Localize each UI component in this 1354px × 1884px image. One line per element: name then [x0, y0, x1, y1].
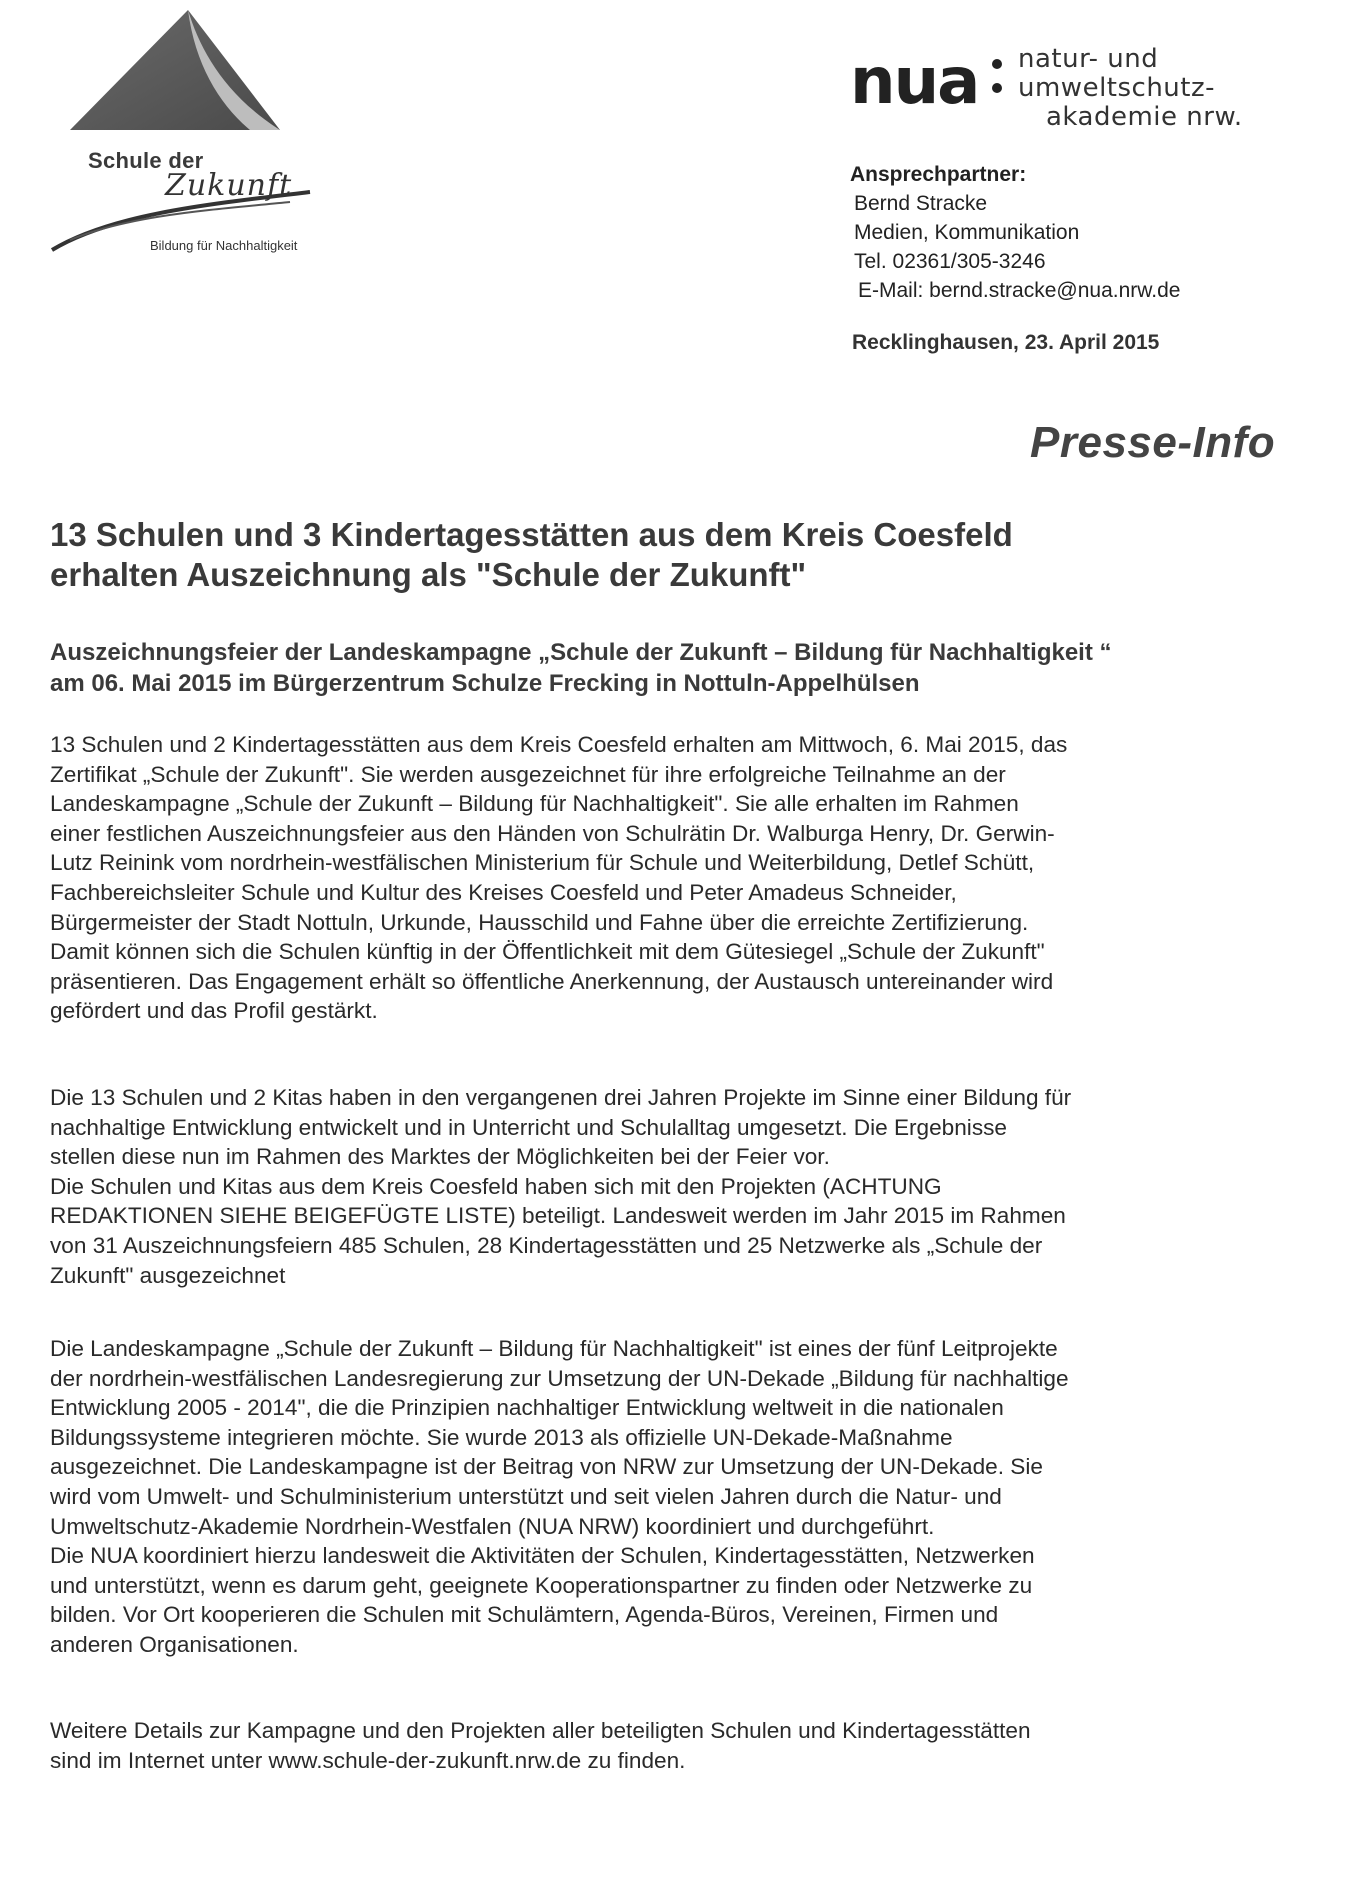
text-line: Bürgermeister der Stadt Nottuln, Urkunde, Hausschild und Fahne über die erreichte Zertifizierung.	[50, 909, 1029, 935]
contact-name: Bernd Stracke	[854, 192, 988, 215]
text-line: Bildungssysteme integrieren möchte. Sie wurde 2013 als offizielle UN-Dekade-Maßnahme	[50, 1424, 953, 1450]
text-line: Entwicklung 2005 - 2014", die die Prinzipien nachhaltiger Entwicklung weltweit in die nationalen	[50, 1395, 1004, 1421]
nua-wordmark: nua	[850, 45, 979, 119]
text-line: der nordrhein-westfälischen Landesregierung zur Umsetzung der UN-Dekade „Bildung für nachhaltige	[50, 1365, 1069, 1391]
paragraph-1	[50, 730, 1300, 1026]
colon-dots-icon	[992, 59, 1006, 107]
text-line: Landeskampagne „Schule der Zukunft – Bildung für Nachhaltigkeit". Sie alle erhalten im Rahmen	[50, 791, 1019, 817]
nua-line-1: natur- und	[1018, 44, 1159, 74]
paragraph-3	[50, 1334, 1300, 1660]
text-line: und unterstützt, wenn es darum geht, geeignete Kooperationspartner zu finden oder Netzwerke zu	[50, 1572, 1033, 1598]
nua-line-3: akademie nrw.	[1046, 102, 1243, 132]
text-line: 13 Schulen und 2 Kindertagesstätten aus dem Kreis Coesfeld erhalten am Mittwoch, 6. Mai 2015, das	[50, 732, 1068, 757]
contact-phone: Tel. 02361/305-3246	[854, 250, 1046, 273]
logo-tagline: Bildung für Nachhaltigkeit	[150, 238, 298, 253]
contact-heading: Ansprechpartner:	[850, 163, 1027, 186]
contact-block	[850, 160, 1180, 305]
text-line: Die Landeskampagne „Schule der Zukunft – Bildung für Nachhaltigkeit" ist eines der fünf Leitprojekte	[50, 1336, 1058, 1361]
logo-school-label: Schule der	[88, 148, 204, 173]
subheadline	[50, 637, 1310, 699]
text-line: einer festlichen Auszeichnungsfeier aus den Händen von Schulrätin Dr. Walburga Henry, Dr. Gerwin-	[50, 820, 1055, 846]
text-line: bilden. Vor Ort kooperieren die Schulen mit Schulämtern, Agenda-Büros, Vereinen, Firmen und	[50, 1602, 999, 1628]
text-line: ausgezeichnet. Die Landeskampagne ist der Beitrag von NRW zur Umsetzung der UN-Dekade. Sie	[50, 1454, 1043, 1480]
contact-email: E-Mail: bernd.stracke@nua.nrw.de	[858, 279, 1181, 302]
place-date: Recklinghausen, 23. April 2015	[852, 331, 1160, 354]
headline-line-2: erhalten Auszeichnung als "Schule der Zukunft"	[50, 556, 807, 593]
text-line: Zukunft" ausgezeichnet	[50, 1262, 286, 1288]
text-line: Fachbereichsleiter Schule und Kultur des Kreises Coesfeld und Peter Amadeus Schneider,	[50, 879, 957, 905]
text-line: Die NUA koordiniert hierzu landesweit die Aktivitäten der Schulen, Kindertagesstätten, Netzwerken	[50, 1543, 1035, 1569]
nua-logo	[850, 45, 1250, 155]
doc-type-label: Presse-Info	[1030, 418, 1276, 467]
text-line: Zertifikat „Schule der Zukunft". Sie werden ausgezeichnet für ihre erfolgreiche Teilnahme an der	[50, 761, 1006, 787]
text-line: Die Schulen und Kitas aus dem Kreis Coesfeld haben sich mit den Projekten (ACHTUNG	[50, 1173, 942, 1199]
text-line: Weitere Details zur Kampagne und den Projekten aller beteiligten Schulen und Kindertagesstätten	[50, 1718, 1031, 1743]
schule-der-zukunft-logo	[50, 10, 390, 255]
text-line: anderen Organisationen.	[50, 1631, 299, 1657]
paragraph-2	[50, 1083, 1300, 1290]
triangle-logo-icon	[50, 10, 390, 255]
text-line: Lutz Reinink vom nordrhein-westfälischen Ministerium für Schule und Weiterbildung, Detlef Schütt,	[50, 850, 1035, 876]
text-line: Damit können sich die Schulen künftig in der Öffentlichkeit mit dem Gütesiegel „Schule der Zukunft"	[50, 939, 1045, 965]
nua-full-name	[1018, 45, 1243, 132]
text-line: gefördert und das Profil gestärkt.	[50, 998, 378, 1024]
text-line: Die 13 Schulen und 2 Kitas haben in den vergangenen drei Jahren Projekte im Sinne einer Bildung für	[50, 1085, 1072, 1110]
contact-department: Medien, Kommunikation	[854, 221, 1080, 244]
text-line: von 31 Auszeichnungsfeiern 485 Schulen, 28 Kindertagesstätten und 25 Netzwerke als „Schule der	[50, 1232, 1043, 1258]
text-line: REDAKTIONEN SIEHE BEIGEFÜGTE LISTE) beteiligt. Landesweit werden im Jahr 2015 im Rahmen	[50, 1203, 1066, 1229]
subhead-line-1: Auszeichnungsfeier der Landeskampagne „Schule der Zukunft – Bildung für Nachhaltigkeit “	[50, 639, 1112, 666]
headline-line-1: 13 Schulen und 3 Kindertagesstätten aus dem Kreis Coesfeld	[50, 516, 1013, 553]
text-line: wird vom Umwelt- und Schulministerium unterstützt und seit vielen Jahren durch die Natur- und	[50, 1483, 1002, 1509]
text-line: präsentieren. Das Engagement erhält so öffentliche Anerkennung, der Austausch untereinander wird	[50, 968, 1054, 994]
text-line: stellen diese nun im Rahmen des Marktes der Möglichkeiten bei der Feier vor.	[50, 1144, 830, 1170]
subhead-line-2: am 06. Mai 2015 im Bürgerzentrum Schulze Frecking in Nottuln-Appelhülsen	[50, 670, 920, 697]
text-line: sind im Internet unter www.schule-der-zukunft.nrw.de zu finden.	[50, 1747, 686, 1773]
nua-line-2: umweltschutz-	[1018, 73, 1216, 103]
paragraph-4	[50, 1716, 1300, 1775]
text-line: nachhaltige Entwicklung entwickelt und in Unterricht und Schulalltag umgesetzt. Die Ergebnisse	[50, 1114, 1007, 1140]
headline	[50, 515, 1300, 595]
text-line: Umweltschutz-Akademie Nordrhein-Westfalen (NUA NRW) koordiniert und durchgeführt.	[50, 1513, 935, 1539]
logo-zukunft-label: Zukunft	[165, 168, 293, 203]
